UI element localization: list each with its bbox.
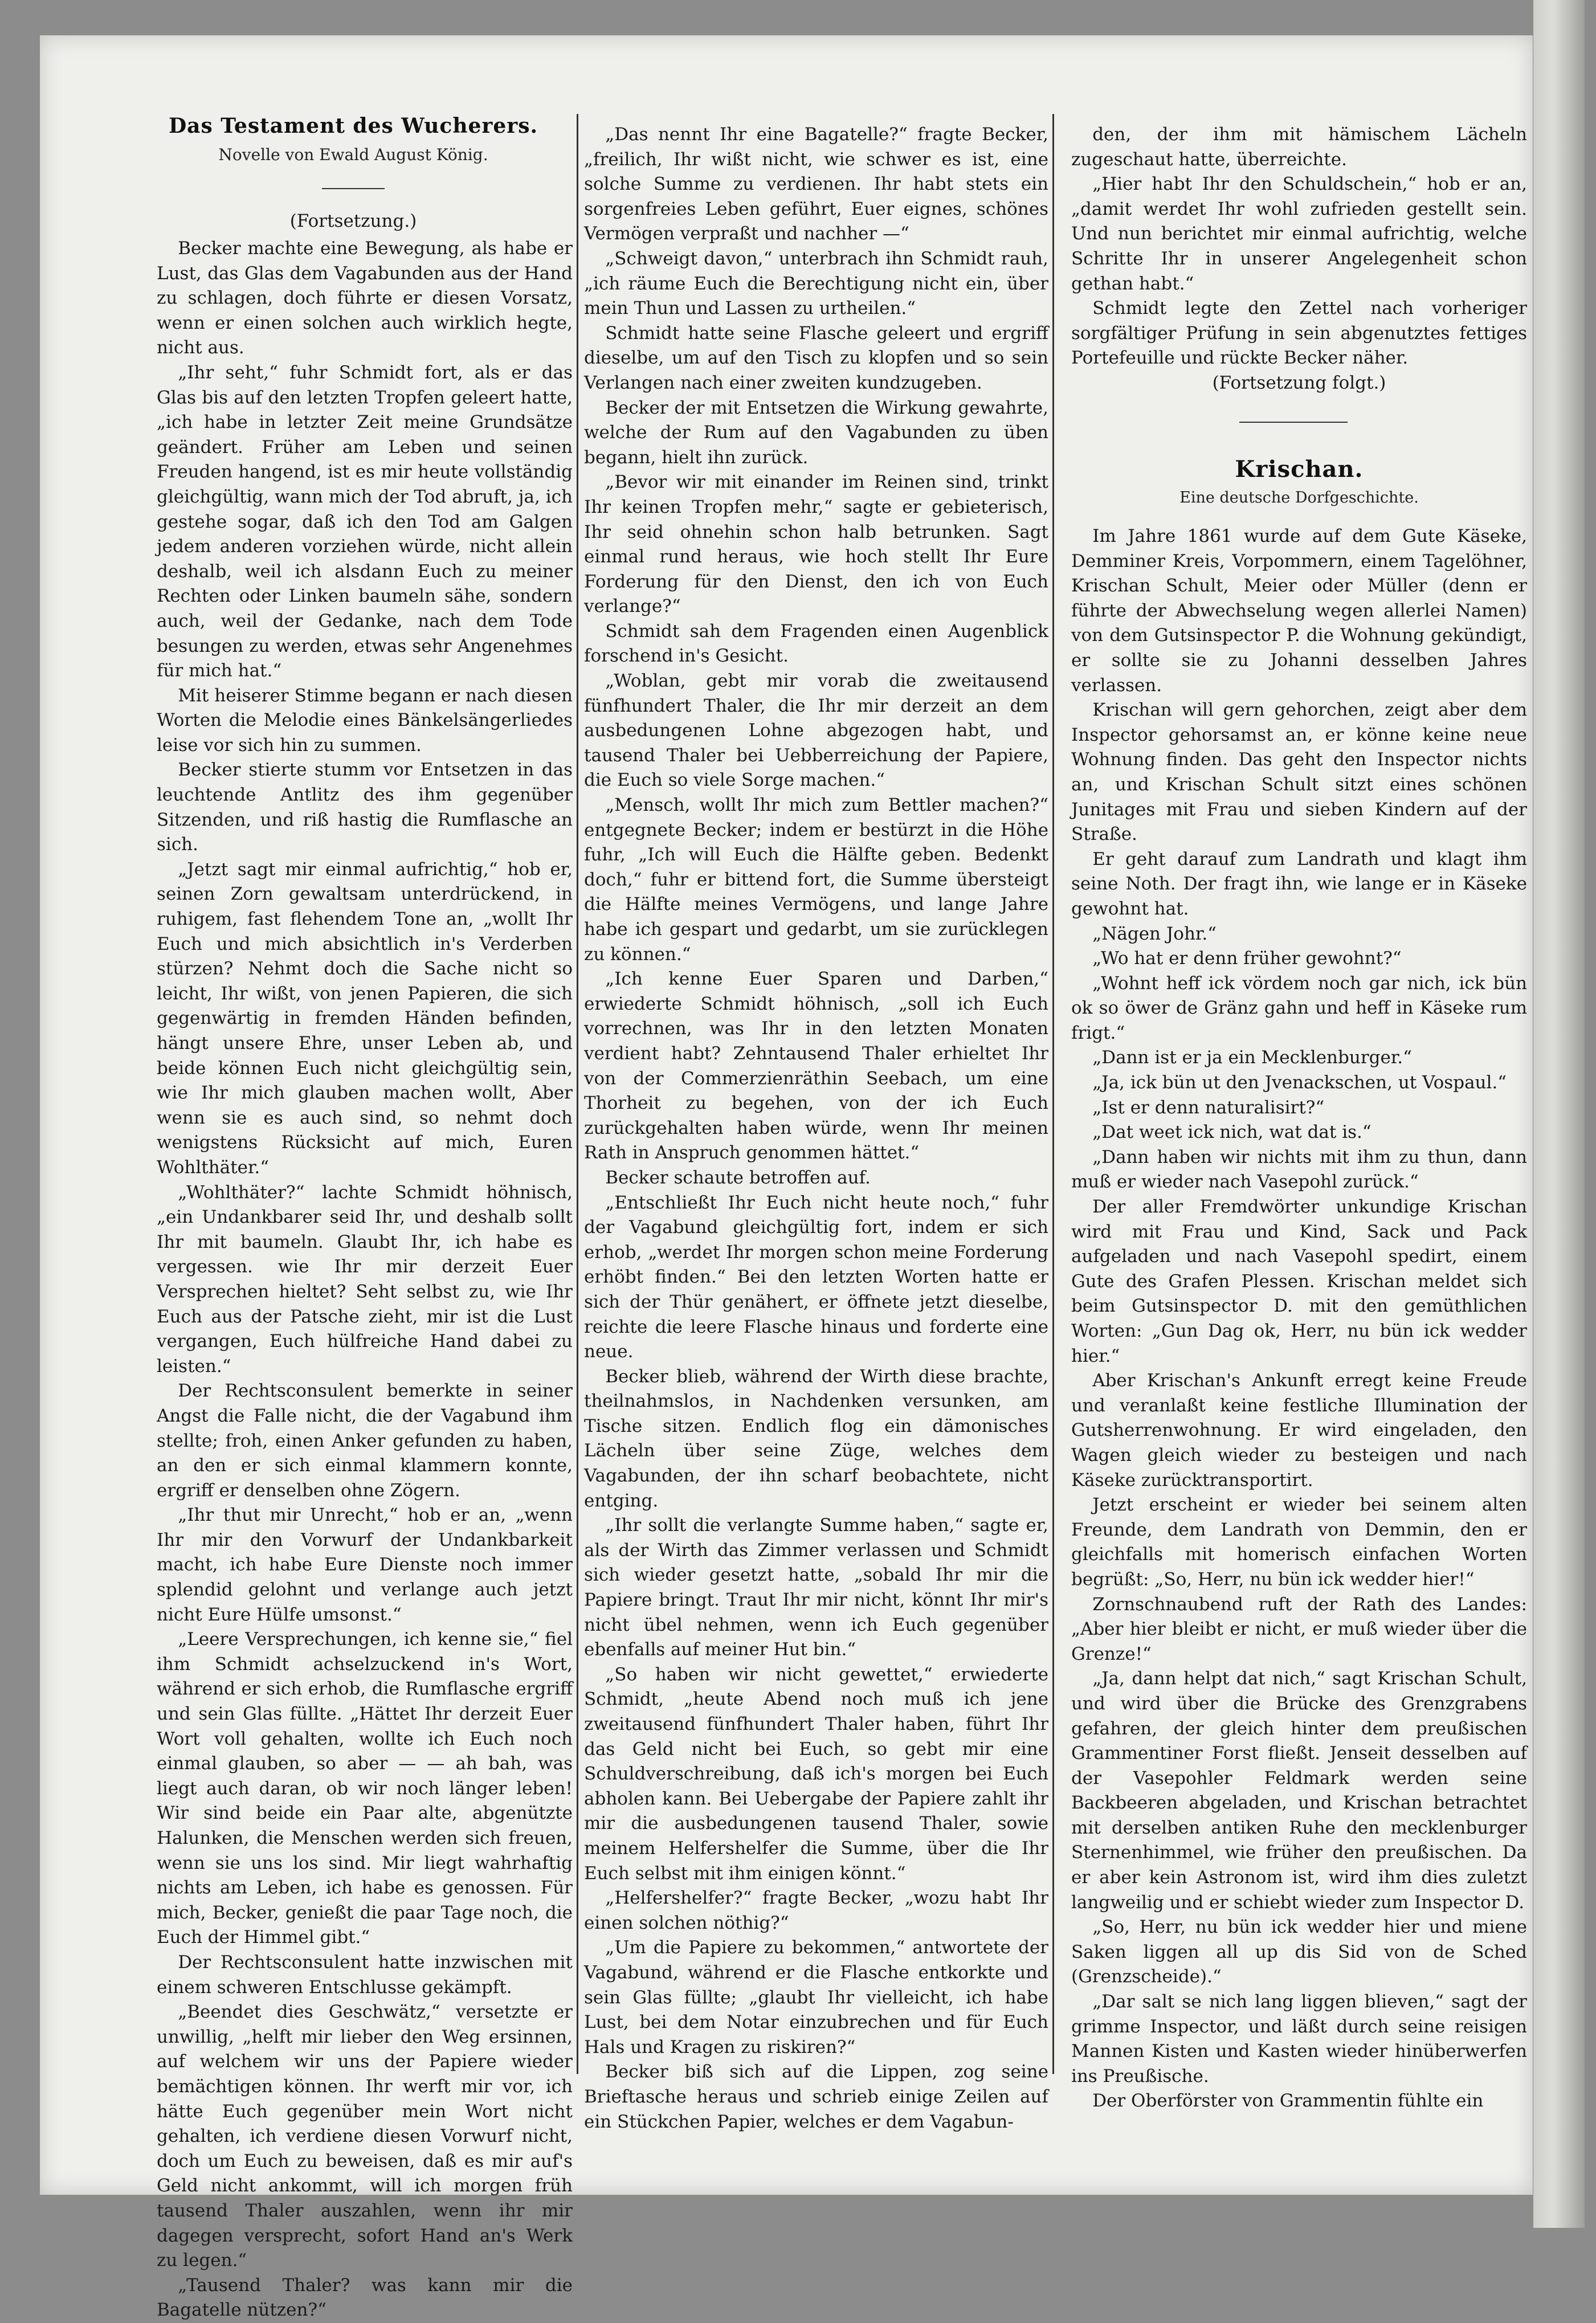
paragraph: „Mensch, wollt Ihr mich zum Bettler machen?“ entgegnete Becker; indem er bestürzt in die Höhe fuhr, „Ich will Euch die Hälfte geben. Bedenkt doch,“ fuhr er bittend fort, die Summe übersteigt die Hälfte meines Vermögens, und lange Jahre habe ich gespart und gedarbt, um sie zurücklegen zu können.“ (584, 795, 1048, 965)
paragraph: „Ihr seht,“ fuhr Schmidt fort, als er das Glas bis auf den letzten Tropfen geleert hatte, „ich habe in letzter Zeit meine Grundsätze geändert. Früher am Leben und seinen Freuden hangend, ist es mir heute vollständig gleichgültig, wann mich der Tod abruft, ja, ich gestehe sogar, daß ich den Tod am Galgen jedem anderen vorziehen würde, nicht allein deshalb, weil ich alsdann Euch zu meiner Rechten oder Linken baumeln sähe, sondern auch, weil der Gedanke, nach dem Tode besungen zu werden, etwas sehr Angenehmes für mich hat.“ (157, 362, 573, 681)
paragraph: „Entschließt Ihr Euch nicht heute noch,“ fuhr der Vagabund gleichgültig fort, indem er sich erhob, „werdet Ihr morgen schon meine Forderung erhöbt finden.“ Bei den letzten Worten hatte er sich der Thür genähert, er öffnete jetzt dieselbe, reichte die leere Flasche hinaus und forderte eine neue. (584, 1192, 1048, 1362)
story-separator-rule (1239, 422, 1348, 423)
paragraph: „Schweigt davon,“ unterbrach ihn Schmidt rauh, „ich räume Euch die Berechtigung nicht ein, über mein Thun und Lassen zu urtheilen.“ (584, 248, 1048, 319)
paragraph: „Nägen Johr.“ (1092, 923, 1217, 944)
article-title: Das Testament des Wucherers. (168, 114, 538, 138)
paragraph: Er geht darauf zum Landrath und klagt ihm seine Noth. Der fragt ihn, wie lange er in Käseke gewohnt hat. (1071, 848, 1527, 919)
paragraph: „Jetzt sagt mir einmal aufrichtig,“ hob er, seinen Zorn gewaltsam unterdrückend, in ruhigem, fast flehendem Tone an, „wollt Ihr Euch und mich absichtlich in's Verderben stürzen? Nehmt doch die Sache nicht so leicht, Ihr wißt, von jenen Papieren, die sich gegenwärtig in fremden Händen befinden, hängt unsere Ehre, unser Leben ab, und beide können Euch nicht gleichgültig sein, wie Ihr mich glauben machen wollt, Aber wenn sie es auch sind, so nehmt doch wenigstens Rücksicht auf mich, Euren Wohlthäter.“ (157, 859, 573, 1178)
paragraph: „Leere Versprechungen, ich kenne sie,“ fiel ihm Schmidt achselzuckend in's Wort, während er sich erhob, die Rumflasche ergriff und sein Glas füllte. „Hättet Ihr derzeit Euer Wort voll gehalten, wollte ich Euch noch einmal glauben, so aber — — ah bah, was liegt auch daran, ob wir noch länger leben! Wir sind beide ein Paar alte, abgenützte Halunken, die Menschen werden sich freuen, wenn sie uns los sind. Mir liegt wahrhaftig nichts am Leben, ich habe es genossen. Für mich, Becker, genießt die paar Tage noch, die Euch der Himmel gibt.“ (157, 1629, 573, 1948)
paragraph: Der Rechtsconsulent bemerkte in seiner Angst die Falle nicht, die der Vagabund ihm stellte; froh, einen Anker gefunden zu haben, an den er sich einmal klammern konnte, ergriff er denselben ohne Zögern. (157, 1381, 573, 1501)
paragraph: Becker machte eine Bewegung, als habe er Lust, das Glas dem Vagabunden aus der Hand zu schlagen, doch führte er diesen Vorsatz, wenn er einen solchen auch wirklich hegte, nicht aus. (157, 238, 573, 358)
paragraph: „Woblan, gebt mir vorab die zweitausend fünfhundert Thaler, die Ihr mir derzeit an dem ausbedungenen Lohne abgezogen habt, und tausend Thaler bei Uebberreichung der Papiere, die Euch so viele Sorge machen.“ (584, 671, 1048, 791)
paragraph: Becker der mit Entsetzen die Wirkung gewahrte, welche der Rum auf den Vagabunden zu üben begann, hielt ihn zurück. (584, 397, 1048, 468)
continued-label: (Fortsetzung.) (289, 211, 417, 231)
paragraph: „Ja, dann helpt dat nich,“ sagt Krischan Schult, und wird über die Brücke des Grenzgrabens gefahren, der gleich hinter dem preußischen Grammentiner Forst fließt. Jenseit desselben auf der Vasepohler Feldmark werden seine Backbeeren abgeladen, und Krischan betrachtet mit derselben antiken Ruhe den mecklenburger Sternenhimmel, wie früher den preußischen. Da er aber kein Astronom ist, wird ihm dies zuletzt langweilig und er schiebt wieder zum Inspector D. (1071, 1668, 1527, 1913)
paragraph: „Ihr sollt die verlangte Summe haben,“ sagte er, als der Wirth das Zimmer verlassen und Schmidt sich wieder gesetzt hatte, „sobald Ihr mir die Papiere bringt. Traut Ihr mir nicht, könnt Ihr mir's nicht übel nehmen, wenn ich Euch gegenüber ebenfalls auf meiner Hut bin.“ (584, 1515, 1048, 1660)
paragraph: „Ist er denn naturalisirt?“ (1092, 1097, 1325, 1118)
column-2 (584, 123, 1048, 2134)
paragraph: Schmidt sah dem Fragenden einen Augenblick forschend in's Gesicht. (584, 620, 1048, 667)
paragraph: Mit heiserer Stimme begann er nach diesen Worten die Melodie eines Bänkelsängerliedes leise vor sich hin zu summen. (157, 685, 573, 756)
column-rule-1 (577, 114, 578, 2074)
paragraph: „Beendet dies Geschwätz,“ versetzte er unwillig, „helft mir lieber den Weg ersinnen, auf welchem wir uns der Papiere wieder bemächtigen können. Ihr werft mir vor, ich hätte Euch gegenüber mein Wort nicht gehalten, ich verdiene diesen Vorwurf nicht, doch um Euch zu beweisen, daß es mir auf's Geld nicht ankommt, will ich morgen früh tausend Thaler auszahlen, wenn ihr mir dagegen versprecht, sofort Hand an's Werk zu legen.“ (157, 2002, 573, 2271)
paragraph: „Ja, ick bün ut den Jvenackschen, ut Vospaul.“ (1092, 1072, 1507, 1093)
paragraph: „So haben wir nicht gewettet,“ erwiederte Schmidt, „heute Abend noch muß ich jene zweitausend fünfhundert Thaler haben, führt Ihr das Geld nicht bei Euch, so gebt mir eine Schuldverschreibung, daß ich's morgen bei Euch abholen kann. Bei Uebergabe der Papiere zahlt ihr mir die ausbedungenen tausend Thaler, sowie meinem Helfershelfer die Summe, über die Ihr Euch selbst mit ihm einigen könnt.“ (584, 1664, 1048, 1884)
page-edge (1533, 0, 1585, 2228)
paragraph: Schmidt hatte seine Flasche geleert und ergriff dieselbe, um auf den Tisch zu klopfen und so sein Verlangen nach einer zweiten kundzugeben. (584, 322, 1048, 393)
paragraph: Jetzt erscheint er wieder bei seinem alten Freunde, dem Landrath von Demmin, den er gleichfalls mit homerisch einfachen Worten begrüßt: „So, Herr, nu bün ick wedder hier!“ (1071, 1495, 1527, 1590)
paragraph: „Hier habt Ihr den Schuldschein,“ hob er an, „damit werdet Ihr wohl zufrieden gestellt sein. Und nun berichtet mir einmal aufrichtig, welche Schritte Ihr in unserer Angelegenheit schon gethan habt.“ (1071, 174, 1527, 294)
column-1 (157, 236, 573, 2323)
paragraph: „Ihr thut mir Unrecht,“ hob er an, „wenn Ihr mir den Vorwurf der Undankbarkeit macht, ich habe Eure Dienste noch immer splendid gelohnt und verlange auch jetzt nicht Eure Hülfe umsonst.“ (157, 1505, 573, 1625)
paragraph: Becker stierte stumm vor Entsetzen in das leuchtende Antlitz des ihm gegenüber Sitzenden, und riß hastig die Rumflasche an sich. (157, 760, 573, 855)
paragraph: „Dann ist er ja ein Mecklenburger.“ (1092, 1047, 1412, 1068)
paragraph: Becker blieb, während der Wirth diese brachte, theilnahmslos, in Nachdenken versunken, am Tische sitzen. Endlich flog ein dämonisches Lächeln über seine Züge, welches dem Vagabunden, der ihn scharf beobachtete, nicht entging. (584, 1366, 1048, 1511)
paragraph: Krischan will gern gehorchen, zeigt aber dem Inspector gehorsamst an, er könne keine neue Wohnung finden. Das geht den Inspector nichts an, und Krischan Schult sitzt eines schönen Junitages mit Frau und sieben Kindern auf der Straße. (1071, 700, 1527, 845)
paragraph: den, der ihm mit hämischem Lächeln zugeschaut hatte, überreichte. (1071, 124, 1527, 170)
paragraph: Der Rechtsconsulent hatte inzwischen mit einem schweren Entschlusse gekämpft. (157, 1952, 573, 1998)
story2-title: Krischan. (1235, 456, 1364, 483)
paragraph: „Dar salt se nich lang liggen blieven,“ sagt der grimme Inspector, und läßt durch seine reisigen Mannen Kisten und Kasten wieder hinüberwerfen ins Preußische. (1071, 1991, 1527, 2087)
to-be-continued: (Fortsetzung folgt.) (1212, 372, 1386, 393)
title-rule (322, 188, 385, 189)
paragraph: „Das nennt Ihr eine Bagatelle?“ fragte Becker, „freilich, Ihr wißt nicht, wie schwer es ist, eine solche Summe zu verdienen. Ihr habt stets ein sorgenfreies Leben geführt, Euer eignes, schönes Vermögen verpraßt und nachher —“ (584, 124, 1048, 244)
paragraph: „Wohnt heff ick vördem noch gar nich, ick bün ok so öwer de Gränz gahn und heff in Käseke rum frigt.“ (1071, 973, 1527, 1043)
paragraph: Der Oberförster von Grammentin fühlte ein (1092, 2091, 1484, 2112)
column-3 (1071, 123, 1527, 396)
paragraph: Der aller Fremdwörter unkundige Krischan wird mit Frau und Kind, Sack und Pack aufgeladen und nach Vasepohl spedirt, einem Gute des Grafen Plessen. Krischan meldet sich beim Gutsinspector D. mit den gemüthlichen Worten: „Gun Dag ok, Herr, nu bün ick wedder hier.“ (1071, 1197, 1527, 1366)
paragraph: „So, Herr, nu bün ick wedder hier und miene Saken liggen all up dis Sid von de Sched (Grenzscheide).“ (1071, 1917, 1527, 1987)
paragraph: Becker schaute betroffen auf. (605, 1167, 871, 1188)
paragraph: „Bevor wir mit einander im Reinen sind, trinkt Ihr keinen Tropfen mehr,“ sagte er gebieterisch, Ihr seid ohnehin schon halb betrunken. Sagt einmal rund heraus, wie hoch stellt Ihr Eure Forderung für den Dienst, den ich von Euch verlange?“ (584, 472, 1048, 617)
story2-subtitle: Eine deutsche Dorfgeschichte. (1179, 489, 1419, 507)
article-byline: Novelle von Ewald August König. (218, 145, 488, 164)
paragraph: Im Jahre 1861 wurde auf dem Gute Käseke, Demminer Kreis, Vorpommern, einem Tagelöhner, Krischan Schult, Meier oder Müller (denn er führte der Abwechselung wegen allerlei Namen) von dem Gutsinspector P. die Wohnung gekündigt, er sollte sie zu Johanni desselben Jahres verlassen. (1071, 526, 1527, 696)
paragraph: „Dat weet ick nich, wat dat is.“ (1092, 1122, 1372, 1143)
paragraph: Aber Krischan's Ankunft erregt keine Freude und veranlaßt keine festliche Illumination der Gutsherrenwohnung. Er wird eingeladen, den Wagen gleich wieder zu besteigen und nach Käseke zurücktransportirt. (1071, 1370, 1527, 1491)
paragraph: „Tausend Thaler? was kann mir die Bagatelle nützen?“ (157, 2275, 573, 2321)
paragraph: Becker biß sich auf die Lippen, zog seine Brieftasche heraus und schrieb einige Zeilen auf ein Stückchen Papier, welches er dem Vagabun- (584, 2061, 1048, 2132)
paragraph: Schmidt legte den Zettel nach vorheriger sorgfältiger Prüfung in sein abgenutztes fettiges Portefeuille und rückte Becker näher. (1071, 298, 1527, 369)
paragraph: „Ich kenne Euer Sparen und Darben,“ erwiederte Schmidt höhnisch, „soll ich Euch vorrechnen, was Ihr in den letzten Monaten verdient habt? Zehntausend Thaler erhieltet Ihr von der Commerzienräthin Seebach, um eine Thorheit zu begehen, von der ich Euch zurückgehalten haben würde, wenn Ihr meinen Rath in Anspruch genommen hättet.“ (584, 969, 1048, 1163)
column-rule-2 (1052, 114, 1054, 2074)
paragraph: Zornschnaubend ruft der Rath des Landes: „Aber hier bleibt er nicht, er muß wieder über die Grenze!“ (1071, 1594, 1527, 1664)
paragraph: „Um die Papiere zu bekommen,“ antwortete der Vagabund, während er die Flasche entkorkte und sein Glas füllte; „glaubt Ihr vielleicht, ich habe Lust, bei dem Notar einzubrechen und für Euch Hals und Kragen zu riskiren?“ (584, 1937, 1048, 2057)
paragraph: „Helfershelfer?“ fragte Becker, „wozu habt Ihr einen solchen nöthig?“ (584, 1888, 1048, 1933)
story2-body (1071, 524, 1527, 2114)
paragraph: „Wo hat er denn früher gewohnt?“ (1092, 948, 1402, 969)
paragraph: „Dann haben wir nichts mit ihm zu thun, dann muß er wieder nach Vasepohl zurück.“ (1071, 1146, 1527, 1193)
paragraph: „Wohlthäter?“ lachte Schmidt höhnisch, „ein Undankbarer seid Ihr, und deshalb sollt Ihr mit baumeln. Glaubt Ihr, ich habe es vergessen. wie Ihr mir derzeit Euer Versprechen hieltet? Seht selbst zu, wie Ihr Euch aus der Patsche zieht, mir ist die Lust vergangen, Euch hülfreiche Hand dabei zu leisten.“ (157, 1182, 573, 1377)
